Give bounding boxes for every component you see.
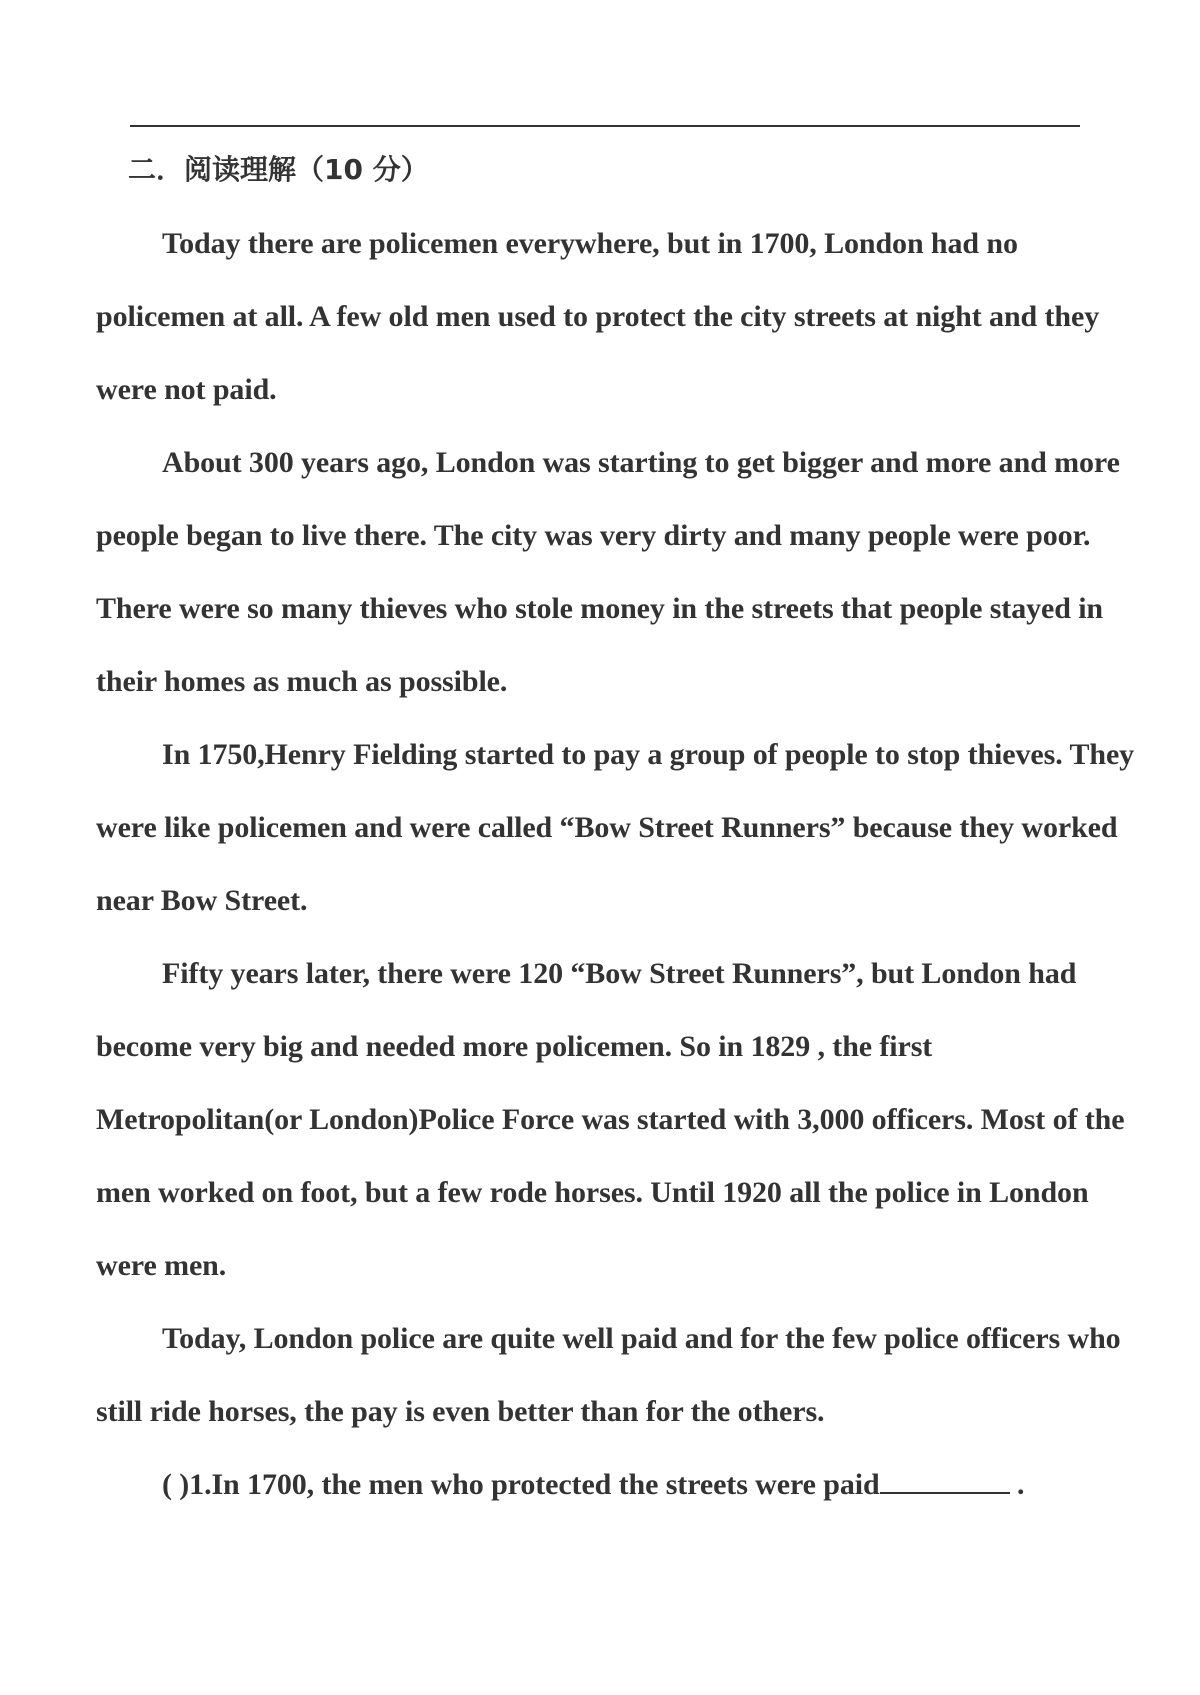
top-divider — [130, 125, 1080, 127]
passage-paragraph-4: Fifty years later, there were 120 “Bow Street Runners”, but London had become very big and needed more policemen. So in 1829 , the first Metropolitan(or London)Police Force was started with 3,000 officers. Most of the men worked on foot, but a few rode horses. Until 1920 all the police in London were men. — [96, 957, 1125, 1282]
passage-paragraph-2: About 300 years ago, London was starting to get bigger and more and more people began to live there. The city was very dirty and many people were poor. There were so many thieves who stole money in the streets that people stayed in their homes as much as possible. — [96, 446, 1120, 698]
question-1-end: . — [1009, 1468, 1025, 1501]
reading-passage — [96, 207, 1136, 1521]
answer-blank[interactable] — [880, 1466, 1010, 1494]
section-heading: 二．阅读理解（10 分） — [128, 153, 429, 186]
passage-paragraph-1: Today there are policemen everywhere, but in 1700, London had no policemen at all. A few old men used to protect the city streets at night and they were not paid. — [96, 227, 1100, 406]
passage-paragraph-3: In 1750,Henry Fielding started to pay a group of people to stop thieves. They were like policemen and were called “Bow Street Runners” because they worked near Bow Street. — [96, 738, 1135, 917]
passage-paragraph-5: Today, London police are quite well paid and for the few police officers who still ride horses, the pay is even better than for the others. — [96, 1322, 1121, 1428]
question-1 — [96, 1448, 1136, 1521]
question-1-text: ( )1.In 1700, the men who protected the streets were paid — [162, 1468, 880, 1501]
